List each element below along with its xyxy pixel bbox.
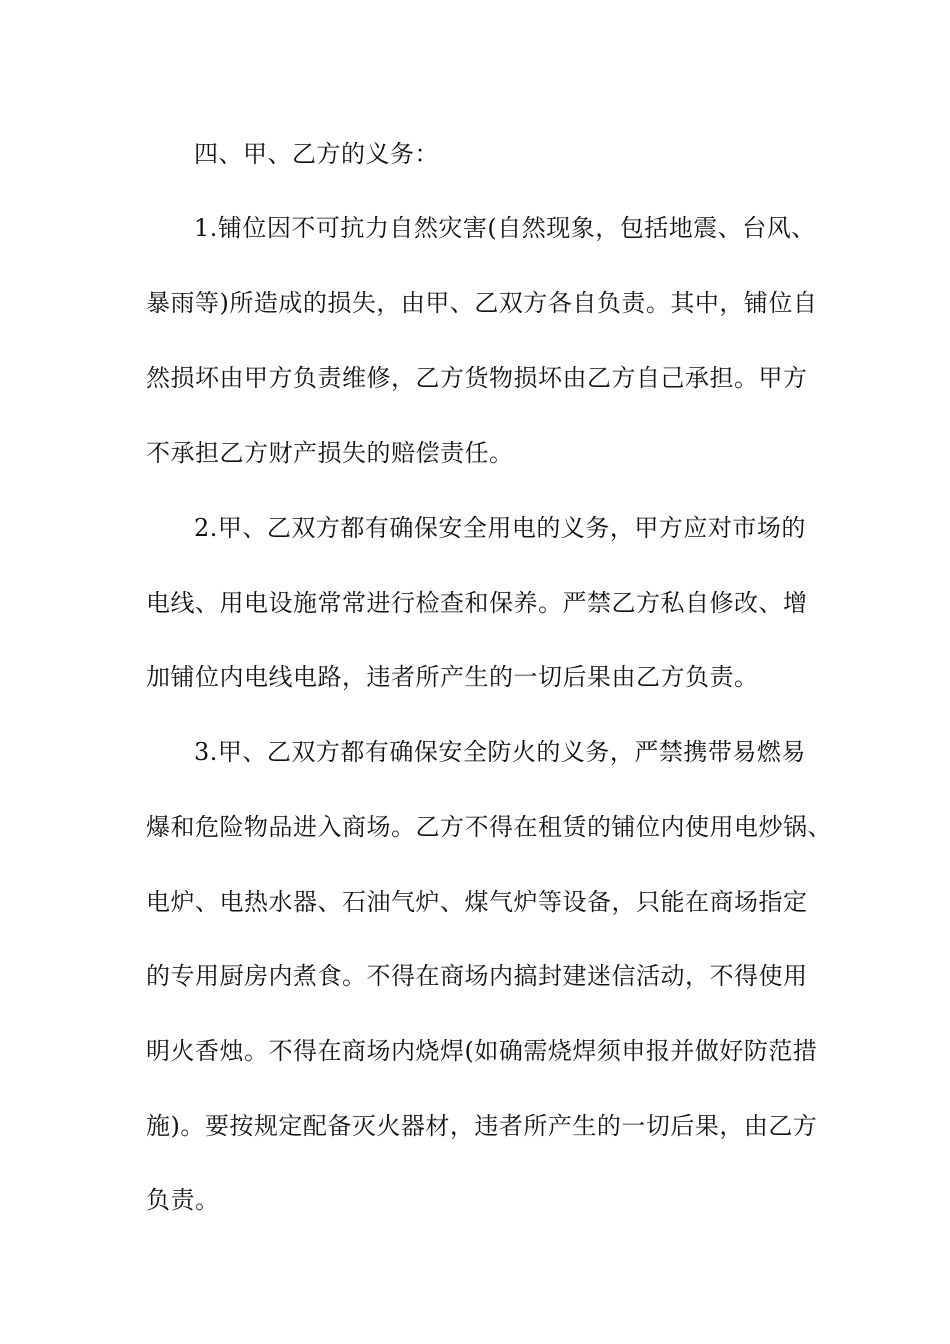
- clause-1-line-2: 暴雨等)所造成的损失，由甲、乙双方各自负责。其中，铺位自: [146, 289, 818, 317]
- section-heading: 四、甲、乙方的义务：: [194, 140, 439, 168]
- clause-3-line-3: 电炉、电热水器、石油气炉、煤气炉等设备，只能在商场指定: [146, 888, 808, 916]
- clause-1-line-4: 不承担乙方财产损失的赔偿责任。: [146, 439, 514, 467]
- clause-1-line-1: 1.铺位因不可抗力自然灾害(自然现象，包括地震、台风、: [194, 214, 816, 242]
- clause-3-line-4: 的专用厨房内煮食。不得在商场内搞封建迷信活动，不得使用: [146, 962, 808, 990]
- clause-2-line-1: 2.甲、乙双方都有确保安全用电的义务，甲方应对市场的: [194, 514, 806, 542]
- clause-3-line-5: 明火香烛。不得在商场内烧焊(如确需烧焊须申报并做好防范措: [146, 1037, 818, 1065]
- clause-2-line-2: 电线、用电设施常常进行检查和保养。严禁乙方私自修改、增: [146, 589, 808, 617]
- clause-3-line-7: 负责。: [146, 1186, 220, 1214]
- clause-1-line-3: 然损坏由甲方负责维修，乙方货物损坏由乙方自己承担。甲方: [146, 364, 808, 392]
- clause-2-line-3: 加铺位内电线电路，违者所产生的一切后果由乙方负责。: [146, 663, 759, 691]
- clause-3-line-2: 爆和危险物品进入商场。乙方不得在租赁的铺位内使用电炒锅、: [146, 813, 832, 841]
- clause-3-line-6: 施)。要按规定配备灭火器材，违者所产生的一切后果，由乙方: [146, 1112, 818, 1140]
- clause-3-line-1: 3.甲、乙双方都有确保安全防火的义务，严禁携带易燃易: [194, 738, 806, 766]
